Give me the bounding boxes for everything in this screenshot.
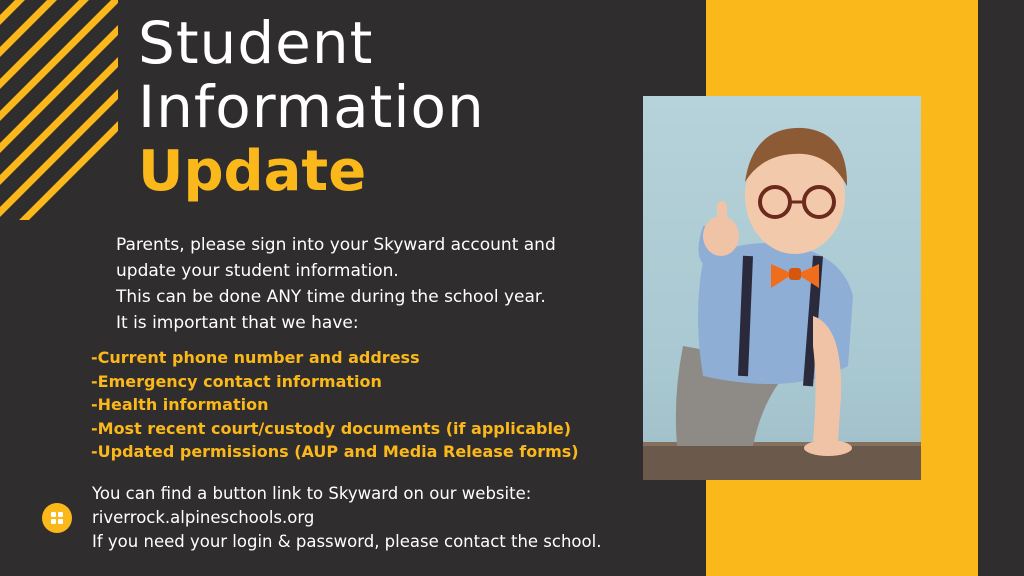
intro-line: update your student information. [116, 261, 399, 281]
list-item: -Current phone number and address [91, 348, 420, 367]
grid-dots-icon[interactable] [42, 503, 72, 533]
intro-line: This can be done ANY time during the school year. [116, 287, 546, 307]
website-link[interactable]: riverrock.alpineschools.org [92, 508, 315, 527]
list-item: -Most recent court/custody documents (if applicable) [91, 418, 572, 438]
intro-line: It is important that we have: [116, 313, 359, 333]
list-item: -Updated permissions (AUP and Media Release forms) [91, 442, 579, 461]
page-title [138, 4, 485, 204]
requirements-list [91, 346, 579, 464]
list-item: -Emergency contact information [91, 371, 382, 391]
footer-website-note: You can find a button link to Skyward on our website: [92, 484, 532, 503]
diagonal-stripes-decoration [0, 0, 118, 220]
child-illustration [643, 96, 921, 480]
title-line-update: Update [138, 139, 367, 204]
title-line-student: Student [138, 9, 374, 77]
grid-dots-glyph [50, 511, 64, 525]
title-line-information: Information [138, 73, 485, 141]
intro-paragraph [116, 232, 636, 336]
child-thumbs-up-photo [643, 96, 921, 480]
intro-line: Parents, please sign into your Skyward account and [116, 235, 556, 255]
list-item: -Health information [91, 395, 269, 414]
contact-footer [92, 482, 601, 554]
footer-login-note: If you need your login & password, please contact the school. [92, 532, 602, 551]
